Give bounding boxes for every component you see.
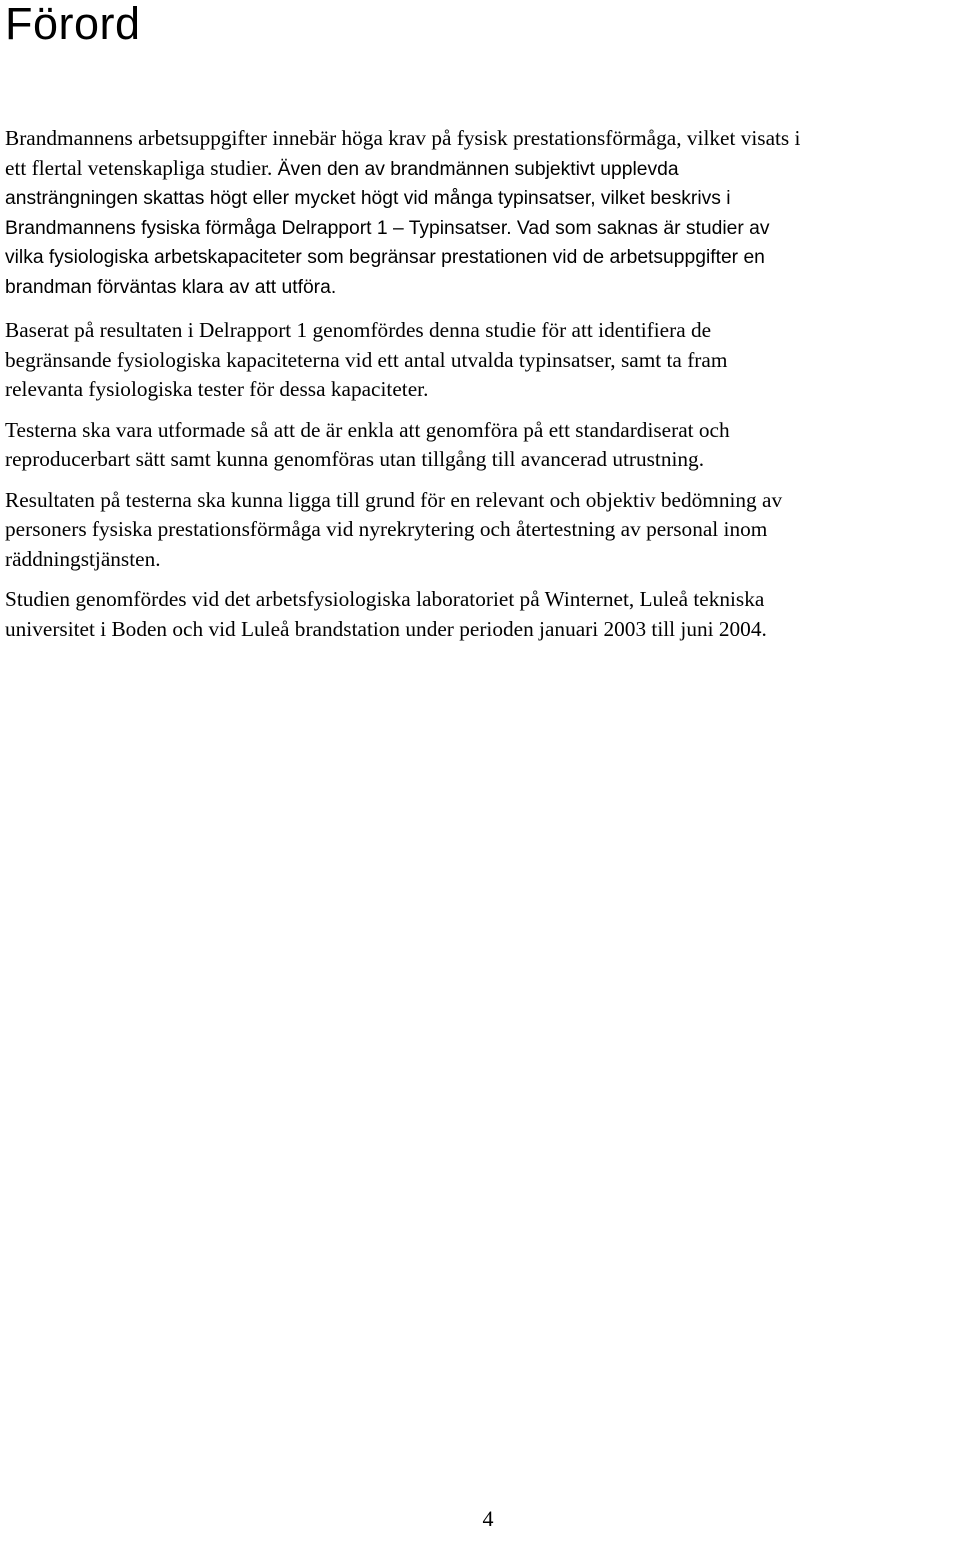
text-run-serif: ett flertal vetenskapliga studier. (5, 155, 278, 180)
page-number: 4 (482, 1506, 494, 1531)
paragraph-results (5, 486, 960, 575)
text-line: vilka fysiologiska arbetskapaciteter som begränsar prestationen vid de arbetsuppgifter en (5, 247, 765, 268)
paragraph-basis (5, 316, 960, 405)
text-line: universitet i Boden och vid Luleå brandstation under perioden januari 2003 till juni 2004. (5, 616, 767, 641)
text-line: Testerna ska vara utformade så att de är enkla att genomföra på ett standardiserat och (5, 417, 730, 442)
text-line: ansträngningen skattas högt eller mycket högt vid många typinsatser, vilket beskrivs i (5, 188, 731, 209)
paragraph-tests (5, 416, 960, 475)
text-line: Resultaten på testerna ska kunna ligga till grund för en relevant och objektiv bedömning av (5, 487, 783, 512)
text-line: begränsande fysiologiska kapaciteterna vid ett antal utvalda typinsatser, samt ta fram (5, 347, 728, 372)
text-line (5, 154, 960, 185)
text-line: relevanta fysiologiska tester för dessa kapaciteter. (5, 377, 429, 401)
text-line: brandman förväntas klara av att utföra. (5, 276, 337, 298)
text-line: Baserat på resultaten i Delrapport 1 genomfördes denna studie för att identifiera de (5, 318, 712, 342)
text-line: Brandmannens arbetsuppgifter innebär höga krav på fysisk prestationsförmåga, vilket visats i (5, 126, 801, 150)
text-line: räddningstjänsten. (5, 546, 161, 571)
text-run-sans: Även den av brandmännen subjektivt upplevda (277, 158, 679, 180)
paragraph-intro (5, 124, 960, 302)
text-line: Studien genomfördes vid det arbetsfysiologiska laboratoriet på Winternet, Luleå tekniska (5, 587, 765, 611)
text-line: personers fysiska prestationsförmåga vid nyrekrytering och återtestning av personal inom (5, 517, 768, 541)
body-text (5, 124, 960, 658)
text-line: Brandmannens fysiska förmåga Delrapport 1 – Typinsatser. Vad som saknas är studier av (5, 217, 770, 239)
page-title: Förord (5, 0, 141, 49)
paragraph-study-location (5, 585, 960, 644)
text-line: reproducerbart sätt samt kunna genomföras utan tillgång till avancerad utrustning. (5, 447, 705, 471)
